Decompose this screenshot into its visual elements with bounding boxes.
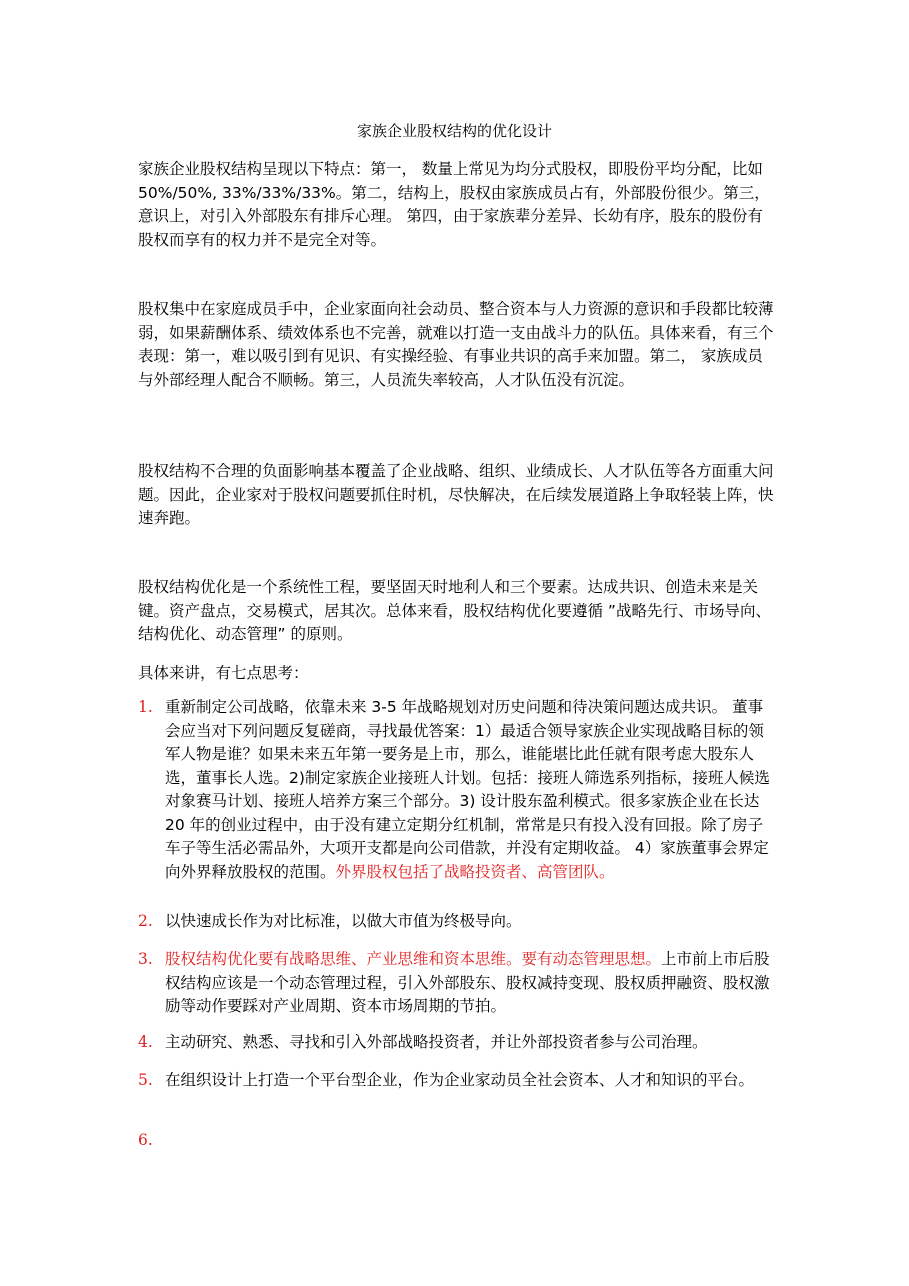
document-title: 家族企业股权结构的优化设计 [356, 122, 552, 140]
paragraph-optimization: 股权结构优化是一个系统性工程，要坚固天时地利人和三个要素。达成共识、创造未来是关键。资产盘点，交易模式，居其次。总体来看，股权结构优化要遵循 ”战略先行、市场导向、结构优化、动态管理” 的原则。 [138, 578, 771, 643]
list-number: 5. [138, 1071, 153, 1089]
list-number: 3. [138, 950, 153, 968]
list-item-text: 以快速成长作为对比标准，以做大市值为终极导向。 [165, 912, 522, 930]
paragraph-negative-impact: 股权结构不合理的负面影响基本覆盖了企业战略、组织、业绩成长、人才队伍等各方面重大问题。因此，企业家对于股权问题要抓住时机，尽快解决，在后续发展道路上争取轻装上阵，快速奔跑。 [138, 462, 774, 527]
list-item-highlight: 外界股权包括了战略投资者、高管团队。 [335, 862, 615, 881]
list-number: 4. [138, 1033, 153, 1051]
paragraph-seven-points-intro: 具体来讲，有七点思考： [138, 664, 309, 682]
list-number: 2. [138, 912, 153, 930]
list-item-text: 在组织设计上打造一个平台型企业，作为企业家动员全社会资本、人才和知识的平台。 [165, 1071, 755, 1089]
paragraph-concentration: 股权集中在家庭成员手中，企业家面向社会动员、整合资本与人力资源的意识和手段都比较薄弱，如果薪酬体系、绩效体系也不完善，就难以打造一支由战斗力的队伍。具体来看，有三个表现：第一，难以吸引到有见识、有实操经验、有事业共识的高手来加盟。第二， 家族成员与外部经理人配合不顺畅。第三，人员流失率较高，人才队伍没有沉淀。 [138, 300, 774, 389]
list-number: 1. [138, 698, 153, 716]
paragraph-characteristics: 家族企业股权结构呈现以下特点：第一， 数量上常见为均分式股权，即股份平均分配，比如 50%/50%, 33%/33%/33%。第二，结构上，股权由家族成员占有，外部股份很少。第三，意识上，对引入外部股东有排斥心理。 第四，由于家族辈分差异、长幼有序，股东的股份有股权而享有的权力并不是完全对等。 [138, 160, 770, 249]
list-item-body [165, 910, 775, 934]
list-item-text: 重新制定公司战略，依靠未来 3-5 年战略规划对历史问题和待决策问题达成共识。 董事会应当对下列问题反复磋商，寻找最优答案：1）最适合领导家族企业实现战略目标的领军人物是谁？如果未来五年第一要务是上市，那么，谁能堪比此任就有限考虑大股东人选，董事长人选。2)制定家族企业接班人计划。包括：接班人筛选系列指标，接班人候选对象赛马计划、接班人培养方案三个部分。3) 设计股东盈利模式。很多家族企业在长达 20 年的创业过程中，由于没有建立定期分红机制，常常是只有投入没有回报。除了房子车子等生活必需品外，大项开支都是向公司借款，并没有定期收益。 4）家族董事会界定向外界释放股权的范围。 [165, 698, 770, 881]
list-item-body [165, 948, 775, 1019]
list-item-body [165, 1031, 775, 1055]
list-item-body [165, 1069, 775, 1093]
list-number: 6. [138, 1131, 153, 1149]
list-item-text: 主动研究、熟悉、寻找和引入外部战略投资者，并让外部投资者参与公司治理。 [165, 1033, 708, 1051]
list-item-text: 上市前上市后股权结构应该是一个动态管理过程，引入外部股东、股权减持变现、股权质押融资、股权激励等动作要踩对产业周期、资本市场周期的节拍。 [165, 950, 770, 1015]
list-item-highlight: 股权结构优化要有战略思维、产业思维和资本思维。要有动态管理思想。 [165, 950, 662, 968]
list-item-body [165, 696, 775, 884]
